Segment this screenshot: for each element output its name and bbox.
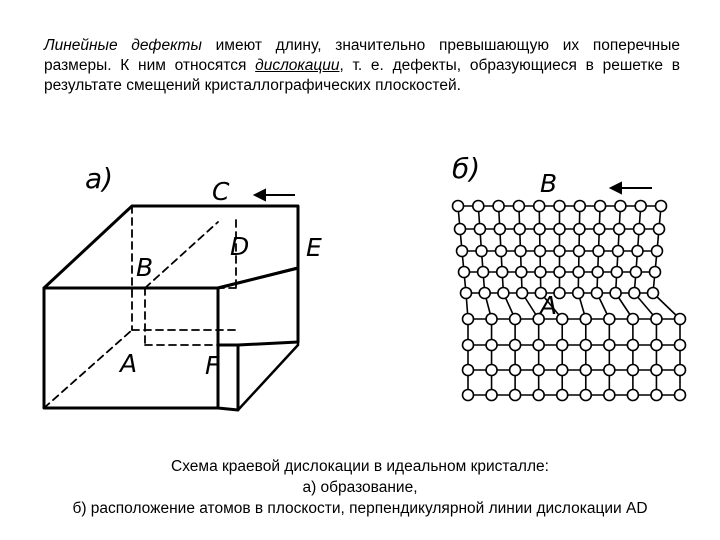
lattice-atom (557, 340, 568, 351)
label-C: C (212, 177, 230, 206)
lattice-atom (514, 224, 525, 235)
lattice-atom (557, 314, 568, 325)
label-E: E (306, 233, 322, 262)
lattice-atom (486, 365, 497, 376)
lattice-atom (516, 267, 527, 278)
lattice-atom (651, 390, 662, 401)
lattice-atom (656, 201, 667, 212)
lattice-atom (554, 267, 565, 278)
block-right-face (218, 345, 238, 410)
lattice-atom (604, 340, 615, 351)
lattice-atom (510, 390, 521, 401)
lattice-atom (635, 201, 646, 212)
lattice-atom (594, 224, 605, 235)
lattice-atom (675, 390, 686, 401)
lattice-atom (651, 314, 662, 325)
paragraph-text-2: , т. е. дефекты, образующиеся в решетке в результате смещений кристаллографических плоскостей. (44, 57, 681, 94)
lattice-atom (580, 365, 591, 376)
lattice-atom (634, 224, 645, 235)
lattice-atom (473, 201, 484, 212)
lattice-atom (593, 246, 604, 257)
lattice-atom (675, 365, 686, 376)
lattice-atom (455, 224, 466, 235)
lattice-atom (580, 390, 591, 401)
lattice-atom (630, 267, 641, 278)
lattice-atom (554, 201, 565, 212)
lattice-atom (627, 390, 638, 401)
lattice-atom (461, 288, 472, 299)
lattice-atom (627, 365, 638, 376)
lattice-atom (650, 267, 661, 278)
lattice-atom (474, 224, 485, 235)
lattice-atom (604, 314, 615, 325)
lattice-atom (604, 390, 615, 401)
lattice-atom (554, 224, 565, 235)
figure-a-tag: а) (85, 162, 114, 195)
lattice-atom (535, 267, 546, 278)
lattice-atom (574, 201, 585, 212)
lattice-atom (496, 246, 507, 257)
lattice-atom (476, 246, 487, 257)
lattice-atom (627, 314, 638, 325)
lattice-atom (632, 246, 643, 257)
lattice-atom (510, 340, 521, 351)
lattice-atom (534, 224, 545, 235)
lattice-atom (654, 224, 665, 235)
lattice-atom (675, 314, 686, 325)
figure-caption (0, 456, 720, 519)
arrow-C (255, 190, 295, 200)
lattice-atom (557, 390, 568, 401)
lattice-atom (497, 267, 508, 278)
lattice-atom (604, 365, 615, 376)
lattice-atom (613, 246, 624, 257)
caption-line-1: Схема краевой дислокации в идеальном кристалле: (171, 458, 549, 475)
lattice-atom (533, 365, 544, 376)
lattice-atom (591, 288, 602, 299)
lattice-atom (580, 314, 591, 325)
block-step-front (238, 342, 298, 410)
lattice-atom (648, 288, 659, 299)
lattice-atom (651, 340, 662, 351)
label-F: F (205, 351, 220, 380)
lattice-atom (592, 267, 603, 278)
lattice-atom (498, 288, 509, 299)
lattice-atom (614, 224, 625, 235)
lattice-atom (611, 267, 622, 278)
lattice-atom (574, 224, 585, 235)
arrow-B (611, 183, 652, 193)
lattice-atom (479, 288, 490, 299)
figure-b-tag: б) (452, 152, 481, 185)
lattice-atom (533, 390, 544, 401)
lattice-atom (580, 340, 591, 351)
caption-line-2: а) образование, (302, 479, 418, 496)
label-A-lattice: A (540, 291, 558, 320)
dislocation-link[interactable]: дислокации (255, 57, 340, 74)
lattice-atom (651, 365, 662, 376)
lattice-atom (535, 246, 546, 257)
lattice-atom (554, 246, 565, 257)
lattice-atom (494, 224, 505, 235)
lattice-atom (517, 288, 528, 299)
lattice-atom (652, 246, 663, 257)
lattice-atom (510, 314, 521, 325)
hidden-diag-C (145, 222, 218, 288)
label-A: A (120, 349, 138, 378)
term-linear-defects: Линейные дефекты (44, 37, 202, 54)
lattice-atom (478, 267, 489, 278)
lattice-atom (557, 365, 568, 376)
lattice-atom (463, 390, 474, 401)
figure-a-block (44, 206, 298, 410)
lattice-atom (463, 314, 474, 325)
block-top-face (44, 206, 298, 288)
label-B: B (136, 253, 154, 282)
lattice-atom (463, 365, 474, 376)
lattice-atom (513, 201, 524, 212)
lattice-atom (493, 201, 504, 212)
lattice-atom (463, 340, 474, 351)
paragraph-text-1: имеют длину, значительно превышающую их поперечные размеры. К ним относятся (44, 37, 681, 74)
lattice-atom (533, 340, 544, 351)
lattice-atom (610, 288, 621, 299)
lattice-atom (573, 288, 584, 299)
label-B-lattice: B (540, 169, 558, 198)
lattice-atom (573, 267, 584, 278)
lattice-atom (486, 340, 497, 351)
lattice-atom (486, 390, 497, 401)
lattice-atom (457, 246, 468, 257)
lattice-atom (510, 365, 521, 376)
lattice-atom (629, 288, 640, 299)
hidden-diagonal-A (44, 330, 132, 408)
label-D: D (230, 232, 250, 261)
lattice-atom (574, 246, 585, 257)
caption-line-3: б) расположение атомов в плоскости, перпендикулярной линии дислокации AD (72, 500, 648, 517)
lattice-atom (595, 201, 606, 212)
lattice-atom (453, 201, 464, 212)
lattice-atom (627, 340, 638, 351)
block-front-face (44, 288, 218, 408)
lattice-atom (675, 340, 686, 351)
lattice-atom (459, 267, 470, 278)
lattice-atom (534, 201, 545, 212)
block-step-top (218, 268, 298, 345)
lattice-atom (615, 201, 626, 212)
lattice-atom (515, 246, 526, 257)
lattice-atom (486, 314, 497, 325)
